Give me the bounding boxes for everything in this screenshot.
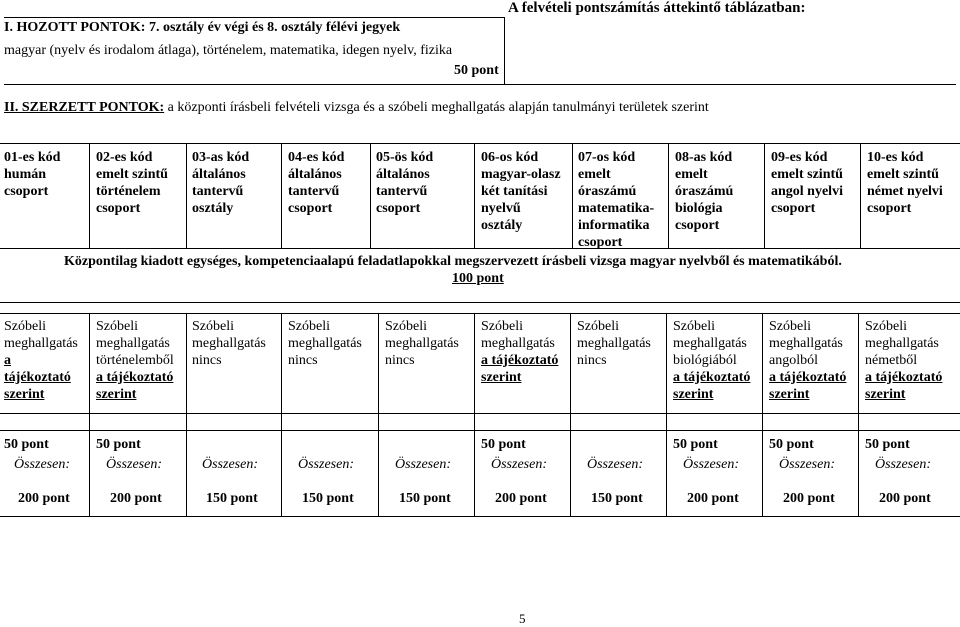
oral-cell-line: meghallgatás [673,336,747,351]
group-cell [675,149,733,234]
divider [281,143,282,248]
divider [186,143,187,248]
group-cell-line: matematika- [578,201,655,216]
oral-points: 50 pont [673,437,718,452]
oral-top-border [0,313,960,314]
group-cell-line: általános [376,167,430,182]
divider [570,313,571,516]
oral-points: 50 pont [865,437,910,452]
group-cell-line: óraszámú [675,184,734,199]
table-bottom-border [0,516,960,517]
group-cell-line: emelt szintű [867,167,939,182]
group-cell-line: emelt [578,167,611,182]
divider [764,143,765,248]
group-cell-line: angol nyelvi [771,184,843,199]
group-cell-line: 04-es kód [288,150,345,165]
section2-heading [4,100,709,116]
oral-cell-line: a tájékoztató [96,370,174,385]
section1-right-border [504,17,505,84]
sum-label: Összesen: [14,457,70,472]
group-cell-line: óraszámú [578,184,637,199]
group-cell-line: 08-as kód [675,150,733,165]
group-cell-line: csoport [4,184,49,199]
section2-text: a központi írásbeli felvételi vizsga és a szóbeli meghallgatás alapján tanulmányi területek szerint [164,100,709,115]
total-points: 200 pont [110,491,162,506]
group-cell-line: 02-es kód [96,150,153,165]
points-top-border [0,430,960,431]
oral-cell-line: angolból [769,353,818,368]
groups-bottom-border [0,248,960,249]
oral-cell-line: meghallgatás [481,336,555,351]
oral-cell-line: a tájékoztató [481,353,559,368]
sum-label: Összesen: [587,457,643,472]
section1-points: 50 pont [454,63,499,78]
section1-title: I. HOZOTT PONTOK: 7. osztály év végi és 8. osztály félévi jegyek [4,20,401,35]
total-points: 150 pont [206,491,258,506]
group-cell [771,149,843,217]
section1-subtitle: magyar (nyelv és irodalom átlaga), történelem, matematika, idegen nyelv, fizika [4,43,453,58]
divider [378,313,379,516]
oral-cell-line: meghallgatás [96,336,170,351]
oral-cell-line: meghallgatás [4,336,78,351]
group-cell-line: csoport [578,235,623,250]
group-cell-line: nyelvű [481,201,521,216]
oral-cell-line: meghallgatás [288,336,362,351]
oral-points: 50 pont [769,437,814,452]
section1-top-border [4,17,504,18]
oral-cell [481,318,558,386]
group-cell-line: 01-es kód [4,150,61,165]
group-cell-line: csoport [96,201,141,216]
sum-label: Összesen: [491,457,547,472]
group-cell-line: osztály [481,218,523,233]
divider [666,313,667,516]
oral-cell-line: Szóbeli [577,319,619,334]
group-cell-line: általános [192,167,246,182]
sum-label: Összesen: [395,457,451,472]
oral-points: 50 pont [96,437,141,452]
group-cell-line: 05-ös kód [376,150,434,165]
oral-cell-line: szerint [96,387,137,402]
oral-cell-line: nincs [192,353,222,368]
oral-cell-line: Szóbeli [385,319,427,334]
divider [860,143,861,248]
oral-points: 50 pont [481,437,526,452]
group-cell-line: 09-es kód [771,150,828,165]
group-cell [288,149,344,217]
total-points: 150 pont [591,491,643,506]
sum-label: Összesen: [202,457,258,472]
oral-cell-line: meghallgatás [192,336,266,351]
group-cell-line: csoport [867,201,912,216]
oral-cell-line: nincs [288,353,318,368]
table-top-border [0,143,960,144]
oral-cell-line: tájékoztató [4,370,71,385]
divider [89,143,90,248]
group-cell-line: emelt [675,167,708,182]
oral-cell-line: szerint [4,387,45,402]
group-cell-line: tantervű [192,184,244,199]
group-cell-line: 03-as kód [192,150,250,165]
oral-cell-line: meghallgatás [865,336,939,351]
total-points: 150 pont [302,491,354,506]
group-cell-line: csoport [288,201,333,216]
group-cell-line: 07-os kód [578,150,636,165]
central-bottom-border [0,302,960,303]
central-exam-points: 100 pont [452,271,504,286]
total-points: 150 pont [399,491,451,506]
oral-cell-line: Szóbeli [96,319,138,334]
oral-points: 50 pont [4,437,49,452]
total-points: 200 pont [18,491,70,506]
oral-cell [577,318,651,369]
oral-cell [96,318,174,403]
oral-cell-line: Szóbeli [192,319,234,334]
group-cell-line: két tanítási [481,184,548,199]
group-cell-line: tantervű [376,184,428,199]
group-cell [4,149,60,200]
oral-cell-line: nincs [577,353,607,368]
group-cell-line: tantervű [288,184,340,199]
header-title: A felvételi pontszámítás áttekintő táblázatban: [508,0,806,16]
oral-cell [385,318,459,369]
oral-cell-line: szerint [673,387,714,402]
oral-cell-line: szerint [769,387,810,402]
central-exam-text: Központilag kiadott egységes, kompetenciaalapú feladatlapokkal megszervezett írásbeli vizsga magyar nyelvből és matematikából. [64,254,842,269]
sum-label: Összesen: [298,457,354,472]
group-cell-line: emelt szintű [96,167,168,182]
group-cell-line: csoport [376,201,421,216]
sum-label: Összesen: [683,457,739,472]
divider [89,313,90,516]
oral-cell-line: Szóbeli [769,319,811,334]
oral-cell-line: szerint [481,370,522,385]
oral-cell [769,318,846,403]
sum-label: Összesen: [779,457,835,472]
group-cell [96,149,168,217]
group-cell [481,149,561,234]
group-cell-line: történelem [96,184,161,199]
divider [186,313,187,516]
oral-cell-line: biológiából [673,353,737,368]
divider [370,143,371,248]
divider [762,313,763,516]
group-cell-line: 10-es kód [867,150,924,165]
group-cell-line: német nyelvi [867,184,943,199]
oral-cell-line: Szóbeli [4,319,46,334]
oral-cell-line: németből [865,353,918,368]
oral-cell-line: a tájékoztató [673,370,751,385]
total-points: 200 pont [495,491,547,506]
total-points: 200 pont [687,491,739,506]
total-points: 200 pont [879,491,931,506]
group-cell [867,149,943,217]
group-cell-line: humán [4,167,47,182]
oral-cell-line: Szóbeli [673,319,715,334]
oral-cell-line: Szóbeli [481,319,523,334]
oral-cell-line: a tájékoztató [865,370,943,385]
divider [858,313,859,516]
group-cell-line: informatika [578,218,650,233]
group-cell [578,149,654,251]
oral-cell [4,318,78,403]
divider [668,143,669,248]
section1-bottom-border [4,84,956,85]
oral-cell-line: meghallgatás [385,336,459,351]
oral-cell-line: meghallgatás [769,336,843,351]
divider [474,313,475,516]
oral-cell-line: szerint [865,387,906,402]
oral-cell-line: történelemből [96,353,174,368]
group-cell-line: magyar-olasz [481,167,561,182]
group-cell-line: emelt szintű [771,167,843,182]
group-cell-line: 06-os kód [481,150,539,165]
oral-cell-line: Szóbeli [288,319,330,334]
section2-label: II. SZERZETT PONTOK: [4,100,165,115]
divider [572,143,573,248]
group-cell-line: általános [288,167,342,182]
oral-cell-line: Szóbeli [865,319,907,334]
oral-cell [192,318,266,369]
sum-label: Összesen: [106,457,162,472]
divider [474,143,475,248]
oral-cell-line: nincs [385,353,415,368]
oral-cell [673,318,750,403]
group-cell-line: csoport [675,218,720,233]
total-points: 200 pont [783,491,835,506]
oral-bottom-border [0,413,960,414]
group-cell [376,149,433,217]
oral-cell [865,318,942,403]
divider [281,313,282,516]
oral-cell-line: meghallgatás [577,336,651,351]
oral-cell [288,318,362,369]
page-number: 5 [519,611,526,626]
oral-cell-line: a tájékoztató [769,370,847,385]
sum-label: Összesen: [875,457,931,472]
oral-cell-line: a [4,353,11,368]
group-cell-line: csoport [771,201,816,216]
group-cell-line: osztály [192,201,234,216]
group-cell-line: biológia [675,201,723,216]
group-cell [192,149,249,217]
